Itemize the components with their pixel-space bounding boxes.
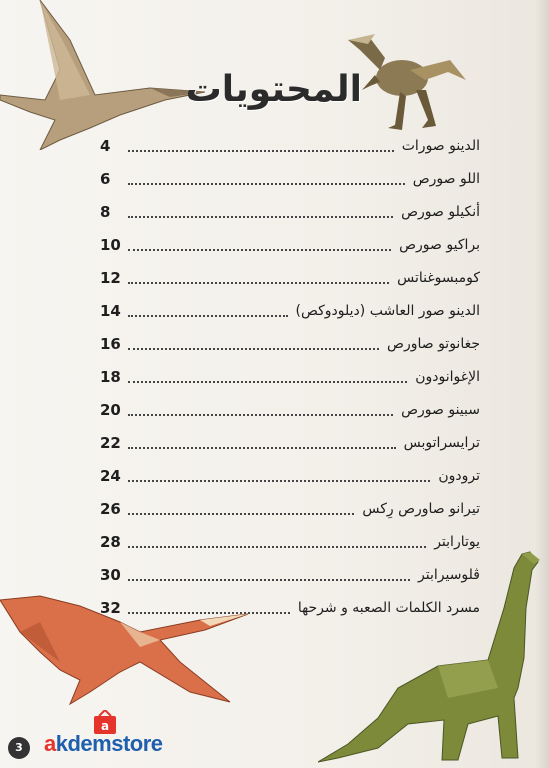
sauropod-illustration-bottom: [318, 548, 544, 768]
dot-leader: [128, 414, 393, 416]
toc-entry-title: ڤلوسيرابتر: [418, 567, 480, 583]
dot-leader: [128, 150, 394, 152]
toc-row[interactable]: [100, 132, 480, 160]
toc-row[interactable]: [100, 462, 480, 490]
toc-row[interactable]: [100, 264, 480, 292]
toc-entry-page: 20: [100, 401, 121, 419]
toc-entry-page: 18: [100, 368, 121, 386]
toc-entry-page: 12: [100, 269, 121, 287]
dot-leader: [128, 249, 391, 251]
toc-entry-title: براكيو صورص: [399, 237, 480, 253]
dot-leader: [128, 480, 430, 482]
toc-entry-title: الدينو صورات: [401, 138, 480, 154]
toc-row[interactable]: [100, 396, 480, 424]
toc-entry-page: 24: [100, 467, 121, 485]
toc-row[interactable]: [100, 429, 480, 457]
dot-leader: [128, 381, 407, 383]
toc-entry-page: 8: [100, 203, 111, 221]
toc-entry-page: 28: [100, 533, 121, 551]
toc-entry-page: 16: [100, 335, 121, 353]
logo-wordmark: kdemstore: [55, 731, 163, 756]
toc-entry-title: ترايسراتوبس: [403, 435, 480, 451]
toc-row[interactable]: [100, 495, 480, 523]
toc-entry-page: 30: [100, 566, 121, 584]
dot-leader: [128, 513, 354, 515]
dot-leader: [128, 282, 389, 284]
page-number: 3: [8, 737, 30, 759]
toc-entry-title: الإغوانودون: [415, 369, 480, 385]
pterosaur-illustration-bottom: [0, 592, 250, 712]
toc-row[interactable]: [100, 330, 480, 358]
toc-entry-page: 14: [100, 302, 121, 320]
dot-leader: [128, 348, 379, 350]
toc-row[interactable]: [100, 198, 480, 226]
logo-letter-a: a: [44, 731, 56, 756]
toc-entry-title: كومبسوغناتس: [397, 270, 480, 286]
toc-entry-page: 26: [100, 500, 121, 518]
svg-text:a: a: [100, 719, 110, 733]
toc-entry-title: أنكيلو صورص: [401, 204, 480, 220]
toc-entry-page: 22: [100, 434, 121, 452]
toc-row[interactable]: [100, 231, 480, 259]
toc-entry-page: 32: [100, 599, 121, 617]
pterosaur-illustration-top: [0, 0, 210, 150]
toc-entry-title: اللو صورص: [412, 171, 480, 187]
toc-entry-title: الدينو صور العاشب (ديلودوكص): [295, 303, 480, 319]
toc-entry-title: سبينو صورص: [401, 402, 480, 418]
toc-row[interactable]: [100, 297, 480, 325]
dot-leader: [128, 315, 288, 317]
toc-entry-title: تيرانو صاورص رِكس: [362, 501, 480, 517]
toc-entry-page: 6: [100, 170, 111, 188]
toc-entry-title: جغانوتو صاورص: [387, 336, 480, 352]
toc-row[interactable]: [100, 165, 480, 193]
toc-entry-title: ترودون: [438, 468, 480, 484]
toc-entry-title: يوتارابتر: [434, 534, 480, 550]
dot-leader: [128, 216, 393, 218]
dot-leader: [128, 183, 405, 185]
dot-leader: [128, 447, 396, 449]
toc-row[interactable]: [100, 363, 480, 391]
toc-entry-page: 10: [100, 236, 121, 254]
toc-entry-title: مسرد الكلمات الصعبه و شرحها: [297, 600, 480, 616]
page-title: المحتويات: [185, 69, 362, 110]
toc-entry-page: 4: [100, 137, 111, 155]
bookstore-logo-text[interactable]: [44, 730, 163, 758]
